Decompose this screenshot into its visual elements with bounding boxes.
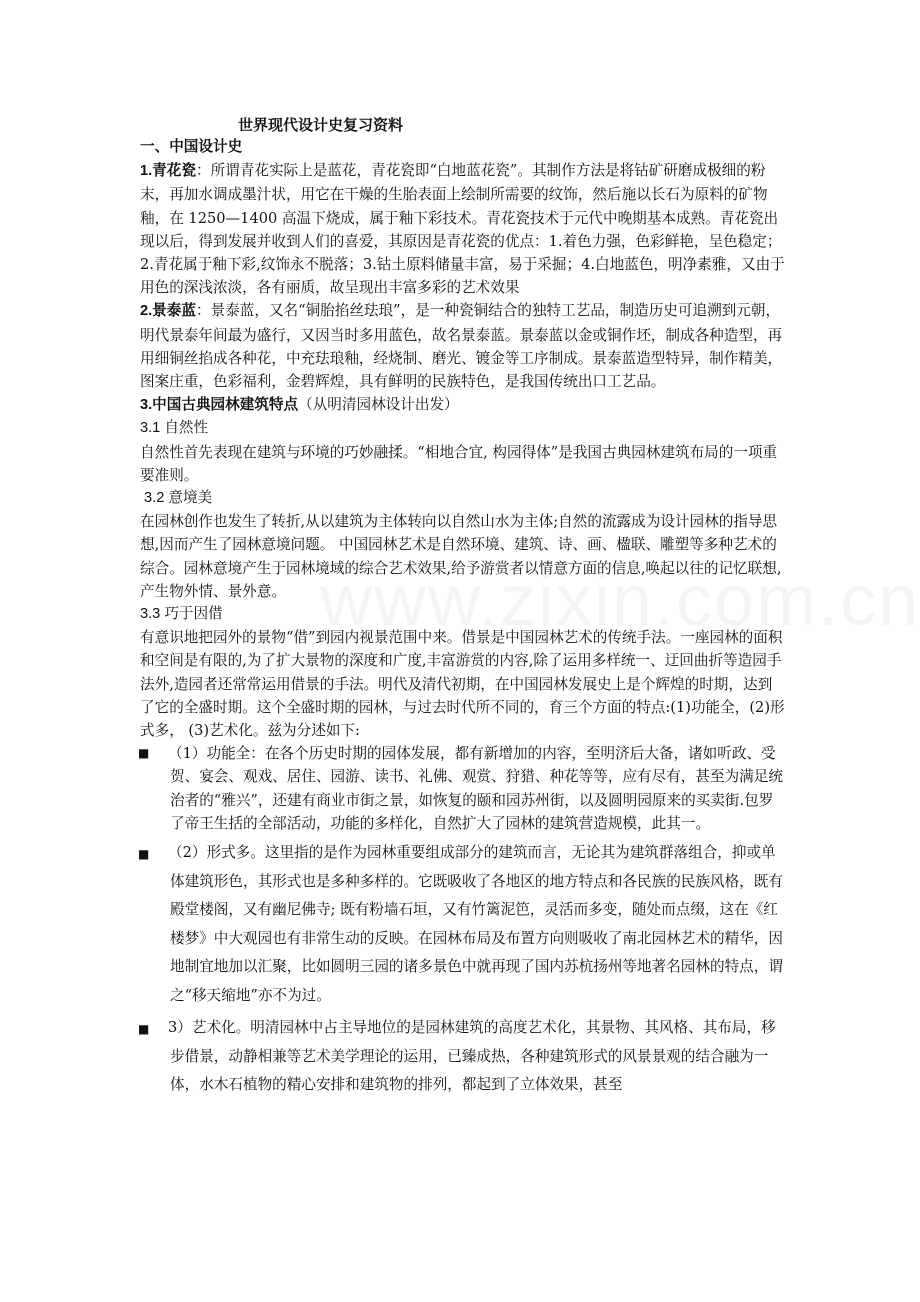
paragraph-jingtailan — [140, 299, 785, 393]
subheading-3-3: 3.3 巧于因借 — [140, 606, 223, 623]
term-colon: ： — [195, 302, 211, 320]
paragraph-3-1: 自然性首先表现在建筑与环境的巧妙融揉。“相地合宜, 构园得体”是我国古典园林建筑布局的一项重要准则。 — [140, 443, 778, 484]
term-colon: ： — [195, 162, 211, 180]
page-title: 世界现代设计史复习资料 — [238, 117, 404, 134]
bullet-square-icon: ■ — [138, 746, 150, 761]
list-item — [138, 742, 785, 835]
subheading-3-2: 3.2 意境美 — [140, 490, 213, 507]
feature-list — [140, 742, 785, 1099]
term-qinghua: 1.青花瓷 — [140, 163, 196, 180]
bullet-square-icon: ■ — [138, 1022, 150, 1037]
text-qinghua: 所谓青花实际上是蓝花，青花瓷即“白地蓝花瓷”。其制作方法是将钴矿研磨成极细的粉末，再加水调成墨汁状，用它在干燥的生胎表面上绘制所需要的纹饰，然后施以长石为原料的矿物釉，在 1250—1400 高温下烧成，属于釉下彩技术。青花瓷技术于元代中晚期基本成熟。青花瓷出现以后，得到发展并收到人们的喜爱，其原因是青花瓷的优点：1.着色力强，色彩鲜艳，呈色稳定； 2.青花属于釉下彩,纹饰永不脱落；3.钴土原料储量丰富，易于采掘；4.白地蓝色，明净素雅，又由于用色的深浅浓淡，各有丽质，故呈现出丰富多彩的艺术效果 — [140, 162, 789, 297]
list-item-text: 3）艺术化。明清园林中占主导地位的是园林建筑的高度艺术化，其景物、其风格、其布局，移步借景，动静相兼等艺术美学理论的运用，已臻成热，各种建筑形式的风景景观的结合融为一体，水木石植物的精心安排和建筑物的排列，都起到了立体效果，甚至 — [168, 1019, 776, 1094]
document-body — [138, 136, 789, 1100]
list-item-text: （1）功能全：在各个历史时期的园体发展，都有新增加的内容，至明济后大备，诸如听政、受贺、宴会、观戏、居住、园游、读书、礼佛、观赏、狩猎、种花等等，应有尽有，甚至为满足统治者的“雅兴”，还建有商业市街之景，如恢复的颐和园苏州街，以及圆明园原来的买卖街.包罗了帝王生括的全部活动，功能的多样化，自然扩大了园林的建筑营造规模，此其一。 — [168, 745, 783, 832]
list-item — [138, 839, 785, 1010]
term-garden: 3.中国古典园林建筑特点 — [140, 397, 299, 414]
list-item-text: （2）形式多。这里指的是作为园林重要组成部分的建筑而言，无论其为建筑群落组合，抑或单体建筑形色，其形式也是多种多样的。它既吸收了各地区的地方特点和各民族的民族风格，既有殿堂楼阁，又有幽尼佛寺; 既有粉墙石垣，又有竹篱泥笆，灵活而多变，随处而点缀，这在《红楼梦》中大观园也有非常生动的反映。在园林布局及布置方向则吸收了南北园林艺术的精华，因地制宜地加以汇聚，比如圆明三园的诸多景色中就再现了国内苏杭扬州等地著名园林的特点，谓之“移天缩地”亦不为过。 — [168, 844, 783, 1004]
section-heading: 一、中国设计史 — [140, 139, 243, 155]
list-item — [138, 1014, 785, 1100]
subheading-3-1: 3.1 自然性 — [140, 420, 209, 437]
text-jingtailan: 景泰蓝，又名“铜胎掐丝珐琅”，是一种瓷铜结合的独特工艺品，制造历史可追溯到元朝，明代景泰年间最为盛行，又因当时多用蓝色，故名景泰蓝。景泰蓝以金或铜作坯，制成各种造型，再用细铜丝掐成各种花，中充珐琅釉，经烧制、磨光、镀金等工序制成。景泰蓝造型特异，制作精美，图案庄重，色彩福利，金碧辉煌，具有鲜明的民族特色，是我国传统出口工艺品。 — [140, 302, 783, 391]
garden-note: （从明清园林设计出发） — [298, 396, 459, 414]
paragraph-3-2: 在园林创作也发生了转折,从以建筑为主体转向以自然山水为主体;自然的流露成为设计园林的指导思想,因而产生了园林意境问题。 中国园林艺术是自然环境、建筑、诗、画、楹联、雕塑等多种艺术的综合。园林意境产生于园林境域的综合艺术效果,给予游赏者以情意方面的信息,唤起以往的记忆联想,产生物外情、景外意。 — [140, 513, 782, 600]
paragraph-3-3: 有意识地把园外的景物“借”到园内视景范围中来。借景是中国园林艺术的传统手法。一座园林的面积和空间是有限的,为了扩大景物的深度和广度,丰富游赏的内容,除了运用多样统一、迂回曲折等造园手法外,造园者还常常运用借景的手法。明代及清代初期，在中国园林发展史上是个辉煌的时期，达到了它的全盛时期。这个全盛时期的园林，与过去时代所不同的，育三个方面的特点:(1)功能全，(2)形式多， (3)艺术化。兹为分述如下: — [140, 629, 785, 740]
paragraph-qinghua — [140, 159, 789, 299]
paragraph-garden-heading — [140, 393, 785, 417]
term-jingtailan: 2.景泰蓝 — [140, 303, 196, 320]
bullet-square-icon: ■ — [138, 847, 150, 862]
